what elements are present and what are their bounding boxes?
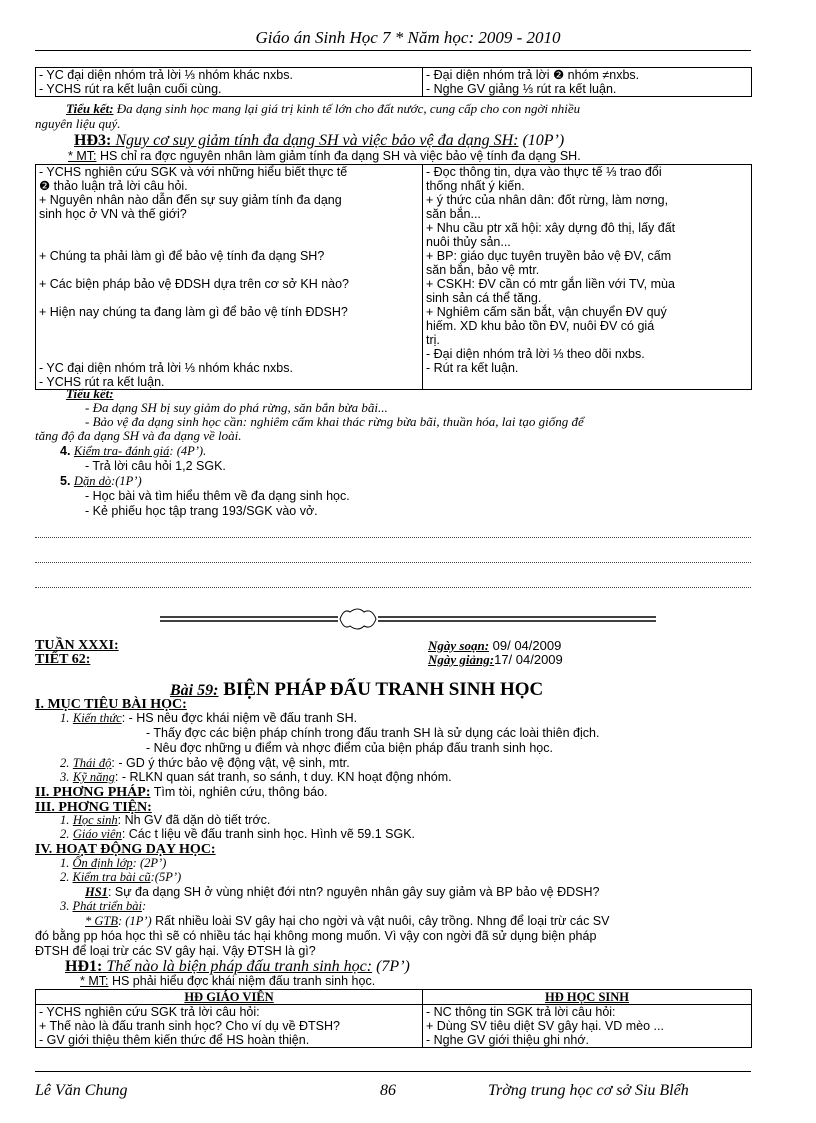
footer-rule — [35, 1071, 751, 1072]
hd3-heading: HĐ3: Nguy cơ suy giảm tính đa dạng SH và việc bảo vệ đa dạng SH: (10P’) — [74, 132, 565, 149]
cell-line: sinh sản cá thể tăng. — [426, 291, 542, 305]
summary-2-line: - Bảo vệ đa dạng sinh học cần: nghiêm cấm khai thác rừng bừa bãi, thuần hóa, lai tạo giống để — [85, 414, 584, 429]
gtb-line: * GTB: (1P’) Rất nhiều loài SV gây hại cho ngời và vật nuôi, cây trồng. Nhng để loại trừ các SV — [85, 914, 610, 928]
cell-line: + CSKH: ĐV cần có mtr gắn liền với TV, mùa — [426, 277, 675, 291]
column-header: HĐ GIÁO VIÊN — [36, 990, 423, 1005]
cell-line: thống nhất ý kiến. — [426, 179, 525, 193]
activity-table-2 — [35, 164, 752, 390]
ornament-divider — [160, 604, 656, 634]
prep-date: Ngày soạn: 09/ 04/2009 — [428, 638, 562, 653]
cell-line — [39, 319, 419, 333]
week-label: TUẦN XXXI: — [35, 638, 119, 653]
activity-table-3 — [35, 989, 752, 1048]
period-label: TIẾT 62: — [35, 652, 91, 667]
student-prep-line: 1. Học sinh: Nh GV đã dặn dò tiết trớc. — [60, 813, 271, 827]
cell-line: + Các biện pháp bảo vệ ĐDSH dựa trên cơ sở KH nào? — [39, 277, 349, 291]
hd1-objective: * MT: HS phải hiểu đợc khái niệm đấu tranh sinh học. — [80, 974, 376, 988]
page-header-title: Giáo án Sinh Học 7 * Năm học: 2009 - 2010 — [255, 28, 561, 47]
dotted-line — [35, 562, 751, 563]
cell-line: + Nghiêm cấm săn bắt, vận chuyển ĐV quý — [426, 305, 667, 319]
cell-line — [39, 263, 419, 277]
cell-line: săn bắn... — [426, 207, 481, 221]
skills-line: 3. Kỹ năng: - RLKN quan sát tranh, so sánh, t duy. KN hoạt động nhóm. — [60, 770, 452, 784]
summary-1: Tiểu kết: Đa dạng sinh học mang lại giá trị kinh tế lớn cho đất nước, cung cấp cho con ngời nhiều — [66, 101, 581, 116]
part-1-heading: I. MỤC TIÊU BÀI HỌC: — [35, 697, 187, 712]
table-cell: - YC đại diện nhóm trả lời ⅓ nhóm khác nxbs. - YCHS rút ra kết luận cuối cùng. — [36, 68, 423, 97]
section-4-line: - Trả lời câu hỏi 1,2 SGK. — [85, 459, 226, 473]
cell-line: săn bắn, bảo vệ mtr. — [426, 263, 540, 277]
cell-line: - Rút ra kết luận. — [426, 361, 519, 375]
cell-line: + Chúng ta phải làm gì để bảo vệ tính đa dạng SH? — [39, 249, 325, 263]
knowledge-line: - Nêu đợc những u điểm và nhợc điểm của biện pháp đấu tranh sinh học. — [146, 741, 553, 755]
column-header: HĐ HỌC SINH — [423, 990, 752, 1005]
cell-line: - Đại diện nhóm trả lời ⅓ theo dõi nxbs. — [426, 347, 645, 361]
section-5-line: - Kẻ phiếu học tập trang 193/SGK vào vở. — [85, 504, 318, 518]
student-column — [423, 165, 752, 390]
section-5-line: - Học bài và tìm hiểu thêm về đa dạng sinh học. — [85, 489, 350, 503]
teach-date: Ngày giảng:17/ 04/2009 — [428, 652, 563, 667]
attitude-line: 2. Thái độ: - GD ý thức bảo vệ động vật, vệ sinh, mtr. — [60, 756, 350, 770]
header-rule — [35, 50, 751, 51]
cell-line: hiếm. XD khu bảo tồn ĐV, nuôi ĐV có giá — [426, 319, 655, 333]
summary-2-label: Tiểu kết: — [66, 386, 114, 401]
cell-line — [39, 221, 419, 235]
footer-page-number: 86 — [380, 1082, 396, 1099]
cell-line — [39, 333, 419, 347]
activity-table-1 — [35, 67, 752, 97]
part-3-heading: III. PHƠNG TIỆN: — [35, 800, 152, 815]
cell-line: + Nguyên nhân nào dẫn đến sự suy giảm tính đa dạng — [39, 193, 342, 207]
knowledge-line: 1. Kiến thức: - HS nêu đợc khái niệm về đấu tranh SH. — [60, 711, 358, 725]
cell-line: - YCHS nghiên cứu SGK và với những hiểu biết thực tế — [39, 165, 348, 179]
class-stabilize-line: 1. Ổn định lớp: (2P’) — [60, 856, 167, 870]
cell-line: - YC đại diện nhóm trả lời ⅓ nhóm khác nxbs. — [39, 361, 293, 375]
dotted-line — [35, 537, 751, 538]
cell-line — [39, 235, 419, 249]
cell-line — [39, 291, 419, 305]
cell-line: nuôi thủy sản... — [426, 235, 511, 249]
section-4-heading: 4. Kiểm tra- đánh giá: (4P’). — [60, 444, 207, 458]
hd3-objective: * MT: HS chỉ ra đợc nguyên nhân làm giảm tính đa dạng SH và việc bảo vệ tính đa dạng SH. — [68, 149, 581, 163]
cell-line: + Nhu cầu ptr xã hội: xây dựng đô thị, lấy đất — [426, 221, 676, 235]
cell-line: sinh học ở VN và thế giới? — [39, 207, 187, 221]
cell-line: - YCHS rút ra kết luận. — [39, 375, 165, 389]
footer-school: Trờng trung học cơ sở Siu Blếh — [488, 1082, 689, 1099]
footer-author: Lê Văn Chung — [35, 1082, 128, 1099]
cell-line: + Hiện nay chúng ta đang làm gì để bảo vệ tính ĐDSH? — [39, 305, 348, 319]
development-line: 3. Phát triển bài: — [60, 899, 147, 913]
cell-line — [39, 347, 419, 361]
part-4-heading: IV. HOẠT ĐỘNG DẠY HỌC: — [35, 842, 216, 857]
old-lesson-check-line: 2. Kiểm tra bài cũ:(5P’) — [60, 870, 182, 884]
cell-line: - Đọc thông tin, dựa vào thực tế ⅓ trao đổi — [426, 165, 662, 179]
hd1-heading: HĐ1: Thế nào là biện pháp đấu tranh sinh học: (7P’) — [65, 958, 410, 975]
hs1-question: HS1: Sự đa dạng SH ở vùng nhiệt đới ntn? nguyên nhân gây suy giảm và BP bảo vệ ĐDSH? — [85, 885, 600, 899]
table-cell: - Đại diện nhóm trả lời ❷ nhóm ≠nxbs. - Nghe GV giảng ⅓ rút ra kết luận. — [423, 68, 752, 97]
summary-2-line: - Đa dạng SH bị suy giảm do phá rừng, săn bắn bừa bãi... — [85, 400, 388, 415]
part-2: II. PHƠNG PHÁP: Tìm tòi, nghiên cứu, thông báo. — [35, 785, 328, 800]
teacher-prep-line: 2. Giáo viên: Các t liệu về đấu tranh sinh học. Hình vẽ 59.1 SGK. — [60, 827, 416, 841]
teacher-column: - YCHS nghiên cứu SGK trả lời câu hỏi: + Thế nào là đấu tranh sinh học? Cho ví dụ về ĐTSH? - GV giới thiệu thêm kiến thức để HS hoàn thiện. — [36, 1005, 423, 1048]
cell-line: + BP: giáo dục tuyên truyền bảo vệ ĐV, cấm — [426, 249, 672, 263]
teacher-column — [36, 165, 423, 390]
cell-line: + ý thức của nhân dân: đốt rừng, làm nơng, — [426, 193, 669, 207]
gtb-line: đó bằng pp hóa học thì sẽ có nhiều tác hại không mong muốn. Vì vậy con ngời đã sử dụng biện pháp — [35, 929, 597, 943]
summary-1-cont: nguyên liệu quý. — [35, 116, 121, 131]
gtb-line: ĐTSH để loại trừ các SV gây hại. Vậy ĐTSH là gì? — [35, 944, 316, 958]
cell-line: ❷ thảo luận trả lời câu hỏi. — [39, 179, 188, 193]
section-5-heading: 5. Dặn dò:(1P’) — [60, 474, 142, 488]
dotted-line — [35, 587, 751, 588]
student-column: - NC thông tin SGK trả lời câu hỏi: + Dùng SV tiêu diệt SV gây hại. VD mèo ... - Nghe GV giới thiệu ghi nhớ. — [423, 1005, 752, 1048]
knowledge-line: - Thấy đợc các biện pháp chính trong đấu tranh SH là sử dụng các loài thiên địch. — [146, 726, 600, 740]
cell-line: trị. — [426, 333, 440, 347]
summary-2-line: tăng độ đa dạng SH và đa dạng về loài. — [35, 428, 242, 443]
lesson-title: Bài 59: BIỆN PHÁP ĐẤU TRANH SINH HỌC — [170, 679, 544, 700]
